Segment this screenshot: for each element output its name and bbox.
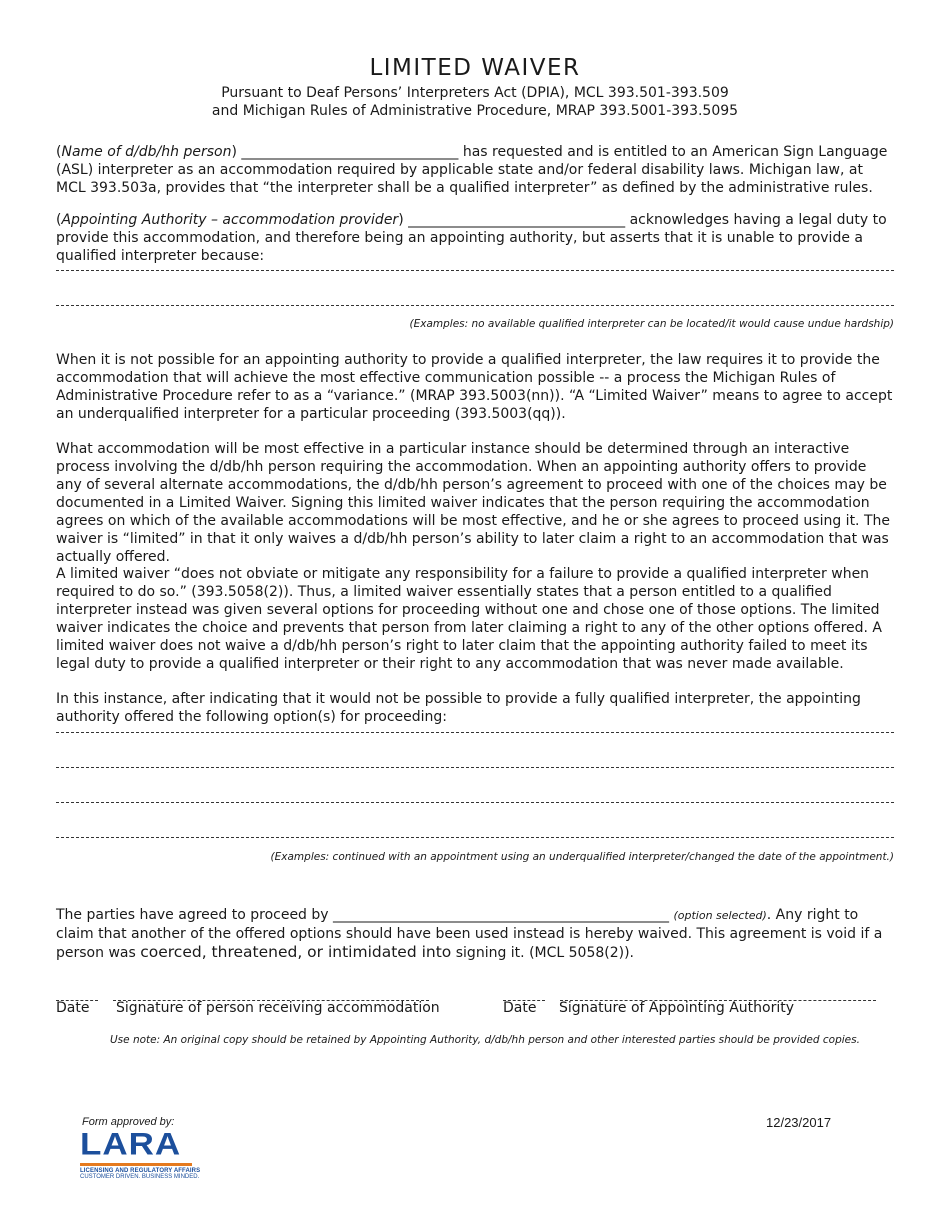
person-paragraph-text: has requested and is entitled to an American Sign Language (ASL) interpreter as an accommodation required by applicable state and/or federal disability laws. Michigan law, at MCL 393.503a, provides that “the interpreter shall be a qualified interpreter” as defined by the administrative rules. [56, 144, 888, 196]
authority-date-label: Date [503, 1000, 537, 1016]
option-selected-field[interactable]: ________________________________________________ [333, 907, 670, 923]
authority-paragraph-text: acknowledges having a legal duty to provide this accommodation, and therefore being an appointing authority, but asserts that it is unable to provide a qualified interpreter because: [56, 212, 887, 264]
subtitle-dpia: Pursuant to Deaf Persons’ Interpreters Act (DPIA), MCL 393.501-393.509 [221, 85, 729, 101]
option-line-1[interactable] [56, 732, 894, 733]
lara-logo-bar [80, 1163, 192, 1166]
reason-line-1[interactable] [56, 270, 894, 271]
form-date: 12/23/2017 [766, 1115, 832, 1130]
lara-logo [80, 1126, 201, 1180]
options-examples-note: (Examples: continued with an appointment using an underqualified interpreter/changed the date of the appointment.) [270, 851, 894, 863]
person-paragraph: (Name of d/db/hh person) _______________________________ has requested and is entitled to an American Sign Language (ASL) interpreter as an accommodation required by applicable state and/or federal disability laws. Michigan law, at MCL 393.503a, provides that “the interpreter shall be a qualified interpreter” as defined by the administrative rules. [56, 144, 888, 196]
variance-paragraph: When it is not possible for an appointing authority to provide a qualified interpreter, the law requires it to provide the accommodation that will achieve the most effective communication possible -- a process the Michigan Rules of Administrative Procedure refer to as a “variance.” (MRAP 393.5003(nn)). “A “Limited Waiver” means to agree to accept an underqualified interpreter for a particular proceeding (393.5003(qq)). [56, 352, 893, 422]
authority-name-label: Appointing Authority – accommodation provider [61, 212, 399, 228]
option-line-3[interactable] [56, 802, 894, 803]
use-note: Use note: An original copy should be retained by Appointing Authority, d/db/hh person and other interested parties should be provided copies. [110, 1034, 860, 1046]
person-name-field[interactable]: _______________________________ [241, 144, 459, 160]
option-line-2[interactable] [56, 767, 894, 768]
interactive-process-paragraph: What accommodation will be most effective in a particular instance should be determined through an interactive process involving the d/db/hh person requiring the accommodation. When an appointing authority offers to provide any of several alternate accommodations, the d/db/hh person’s agreement to proceed with one of the choices may be documented in a Limited Waiver. Signing this limited waiver indicates that the person requiring the accommodation agrees on which of the available accommodations will be most effective, and he or she agrees to proceed using it. The waiver is “limited” in that it only waives a d/db/hh person’s ability to later claim a right to an accommodation that was actually offered. [56, 441, 890, 565]
option-line-4[interactable] [56, 837, 894, 838]
authority-name-field[interactable]: _______________________________ [408, 212, 626, 228]
coercion-emphasis: coerced, threatened, or intimidated into [140, 943, 452, 961]
authority-signature-label: Signature of Appointing Authority [559, 1000, 794, 1016]
agreement-paragraph: The parties have agreed to proceed by ________________________________________________ (option selected). Any right to claim that another of the offered options should have been used instead is hereby waived. This agreement is void if a person was coerced, threatened, or intimidated into signing it. (MCL 5058(2)). [56, 907, 883, 961]
lara-logo-tagline-2: CUSTOMER DRIVEN. BUSINESS MINDED. [80, 1174, 200, 1180]
lara-logo-tagline-1: LICENSING AND REGULATORY AFFAIRS [80, 1168, 201, 1174]
form-title: LIMITED WAIVER [369, 55, 581, 81]
options-intro-paragraph: In this instance, after indicating that it would not be possible to provide a fully qualified interpreter, the appointing authority offered the following option(s) for proceeding: [56, 691, 861, 725]
person-name-label: Name of d/db/hh person [61, 144, 232, 160]
reason-examples-note: (Examples: no available qualified interpreter can be located/it would cause undue hardship) [409, 318, 894, 330]
authority-paragraph: (Appointing Authority – accommodation provider) _______________________________ acknowledges having a legal duty to provide this accommodation, and therefore being an appointing authority, but asserts that it is unable to provide a qualified interpreter because: [56, 212, 887, 264]
lara-logo-word: LARA [80, 1126, 182, 1162]
reason-line-2[interactable] [56, 305, 894, 306]
limited-waiver-paragraph: A limited waiver “does not obviate or mitigate any responsibility for a failure to provide a qualified interpreter when required to do so.” (393.5058(2)). Thus, a limited waiver essentially states that a person entitled to a qualified interpreter instead was given several options for proceeding without one and chose one of those options. The limited waiver indicates the choice and prevents that person from later claiming a right to any of the other options offered. A limited waiver does not waive a d/db/hh person’s right to later claim that the appointing authority failed to meet its legal duty to provide a qualified interpreter or their right to any accommodation that was never made available. [56, 566, 883, 672]
receiver-signature-label: Signature of person receiving accommodation [116, 1000, 440, 1016]
option-selected-note: (option selected) [673, 909, 767, 922]
subtitle-mrap: and Michigan Rules of Administrative Procedure, MRAP 393.5001-393.5095 [211, 103, 739, 119]
receiver-date-label: Date [56, 1000, 90, 1016]
form-approved-label: Form approved by: [82, 1116, 175, 1128]
